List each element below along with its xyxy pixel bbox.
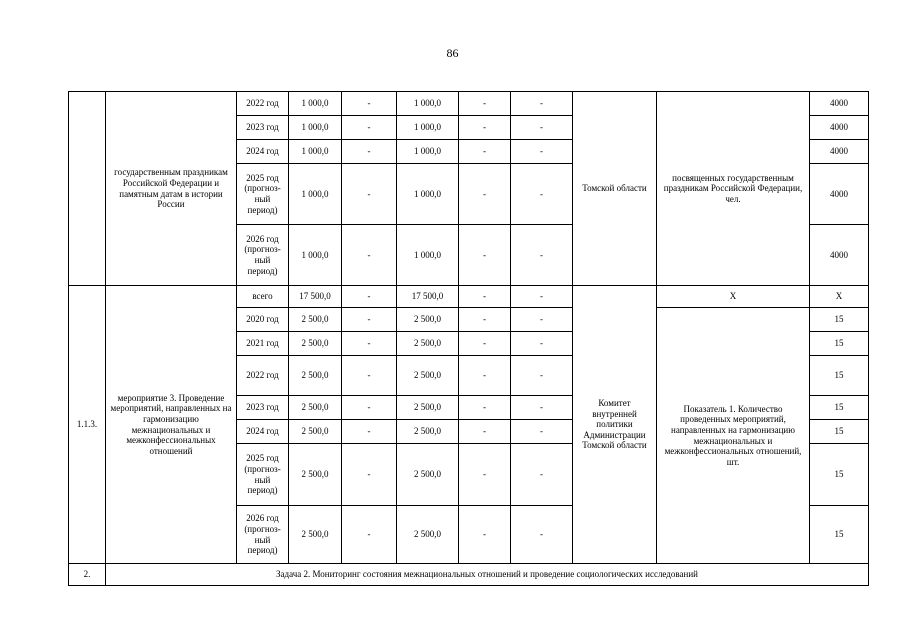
- other-cell: -: [511, 506, 573, 564]
- local-cell: -: [459, 225, 511, 286]
- local-cell: -: [459, 332, 511, 356]
- year-cell: 2023 год: [237, 116, 289, 140]
- federal-cell: -: [342, 140, 397, 164]
- other-cell: -: [511, 444, 573, 506]
- other-cell: -: [511, 356, 573, 396]
- regional-cell: 2 500,0: [397, 444, 459, 506]
- total-cell: 1 000,0: [289, 92, 342, 116]
- table-row: [69, 564, 869, 586]
- other-cell: -: [511, 225, 573, 286]
- other-cell: -: [511, 116, 573, 140]
- number-cell: [69, 92, 106, 286]
- federal-cell: -: [342, 286, 397, 308]
- indicator-value-cell: 4000: [810, 116, 869, 140]
- indicator-value-cell: 15: [810, 420, 869, 444]
- regional-cell: 17 500,0: [397, 286, 459, 308]
- total-cell: 1 000,0: [289, 225, 342, 286]
- indicator-value-cell: 15: [810, 308, 869, 332]
- number-cell: 2.: [69, 564, 106, 586]
- total-cell: 2 500,0: [289, 356, 342, 396]
- year-cell: 2020 год: [237, 308, 289, 332]
- other-cell: -: [511, 286, 573, 308]
- total-cell: 1 000,0: [289, 164, 342, 225]
- indicator-cell: Показатель 1. Количество проведенных мероприятий, направленных на гармонизацию межнациональных и межконфессиональных отношений, шт.: [657, 308, 810, 564]
- total-cell: 2 500,0: [289, 420, 342, 444]
- indicator-value-cell: 15: [810, 506, 869, 564]
- total-cell: 2 500,0: [289, 506, 342, 564]
- indicator-value-cell: 4000: [810, 140, 869, 164]
- table-row: [69, 286, 869, 308]
- local-cell: -: [459, 116, 511, 140]
- local-cell: -: [459, 506, 511, 564]
- activity-name-cell: мероприятие 3. Проведение мероприятий, направленных на гармонизацию межнациональных и межконфессиональных отношений: [106, 286, 237, 564]
- year-cell: 2026 год (прогноз-ный период): [237, 506, 289, 564]
- total-cell: 2 500,0: [289, 308, 342, 332]
- indicator-value-cell: 15: [810, 396, 869, 420]
- indicator-header-cell: Х: [657, 286, 810, 308]
- local-cell: -: [459, 420, 511, 444]
- total-cell: 2 500,0: [289, 444, 342, 506]
- federal-cell: -: [342, 420, 397, 444]
- regional-cell: 1 000,0: [397, 225, 459, 286]
- other-cell: -: [511, 308, 573, 332]
- regional-cell: 2 500,0: [397, 420, 459, 444]
- indicator-value-cell: Х: [810, 286, 869, 308]
- year-cell: всего: [237, 286, 289, 308]
- indicator-value-cell: 4000: [810, 92, 869, 116]
- total-cell: 17 500,0: [289, 286, 342, 308]
- federal-cell: -: [342, 506, 397, 564]
- year-cell: 2026 год (прогноз-ный период): [237, 225, 289, 286]
- executor-cell: Томской области: [573, 92, 657, 286]
- total-cell: 1 000,0: [289, 116, 342, 140]
- other-cell: -: [511, 92, 573, 116]
- year-cell: 2021 год: [237, 332, 289, 356]
- year-cell: 2024 год: [237, 420, 289, 444]
- year-cell: 2024 год: [237, 140, 289, 164]
- executor-cell: Комитет внутренней политики Администрации Томской области: [573, 286, 657, 564]
- budget-table: [68, 91, 869, 586]
- regional-cell: 1 000,0: [397, 164, 459, 225]
- local-cell: -: [459, 286, 511, 308]
- other-cell: -: [511, 140, 573, 164]
- local-cell: -: [459, 444, 511, 506]
- other-cell: -: [511, 420, 573, 444]
- number-cell: 1.1.3.: [69, 286, 106, 564]
- federal-cell: -: [342, 116, 397, 140]
- year-cell: 2025 год (прогноз-ный период): [237, 444, 289, 506]
- regional-cell: 2 500,0: [397, 396, 459, 420]
- regional-cell: 1 000,0: [397, 92, 459, 116]
- indicator-value-cell: 4000: [810, 225, 869, 286]
- regional-cell: 1 000,0: [397, 140, 459, 164]
- federal-cell: -: [342, 396, 397, 420]
- total-cell: 2 500,0: [289, 332, 342, 356]
- federal-cell: -: [342, 92, 397, 116]
- other-cell: -: [511, 164, 573, 225]
- local-cell: -: [459, 308, 511, 332]
- local-cell: -: [459, 92, 511, 116]
- indicator-value-cell: 15: [810, 332, 869, 356]
- total-cell: 1 000,0: [289, 140, 342, 164]
- indicator-value-cell: 15: [810, 356, 869, 396]
- total-cell: 2 500,0: [289, 396, 342, 420]
- federal-cell: -: [342, 225, 397, 286]
- federal-cell: -: [342, 332, 397, 356]
- regional-cell: 2 500,0: [397, 356, 459, 396]
- regional-cell: 2 500,0: [397, 506, 459, 564]
- other-cell: -: [511, 396, 573, 420]
- other-cell: -: [511, 332, 573, 356]
- page-number: 86: [446, 46, 459, 60]
- year-cell: 2023 год: [237, 396, 289, 420]
- federal-cell: -: [342, 444, 397, 506]
- federal-cell: -: [342, 308, 397, 332]
- federal-cell: -: [342, 164, 397, 225]
- task-title-cell: Задача 2. Мониторинг состояния межнациональных отношений и проведение социологических исследований: [106, 564, 869, 586]
- federal-cell: -: [342, 356, 397, 396]
- indicator-value-cell: 15: [810, 444, 869, 506]
- year-cell: 2022 год: [237, 356, 289, 396]
- activity-name-cell: государственным праздникам Российской Федерации и памятным датам в истории России: [106, 92, 237, 286]
- year-cell: 2022 год: [237, 92, 289, 116]
- local-cell: -: [459, 140, 511, 164]
- local-cell: -: [459, 164, 511, 225]
- year-cell: 2025 год (прогноз-ный период): [237, 164, 289, 225]
- table-row: [69, 92, 869, 116]
- regional-cell: 1 000,0: [397, 116, 459, 140]
- indicator-value-cell: 4000: [810, 164, 869, 225]
- regional-cell: 2 500,0: [397, 308, 459, 332]
- regional-cell: 2 500,0: [397, 332, 459, 356]
- indicator-cell: посвященных государственным праздникам Российской Федерации, чел.: [657, 92, 810, 286]
- local-cell: -: [459, 396, 511, 420]
- local-cell: -: [459, 356, 511, 396]
